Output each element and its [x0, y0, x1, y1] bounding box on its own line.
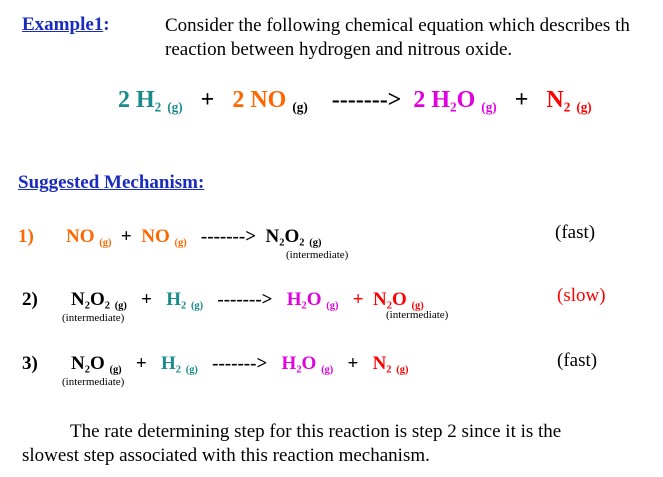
step-3-number: 3) — [22, 353, 38, 374]
reaction-arrow: -------> — [331, 87, 402, 113]
product-n2: $N_2$ $_{(g)}$ — [546, 87, 592, 115]
species-h2o: $H_2O$ $_{(g)}$ — [286, 289, 339, 312]
intro-line-2: reaction between hydrogen and nitrous oxide. — [165, 39, 513, 60]
conclusion-line-2: slowest step associated with this reaction mechanism. — [22, 445, 430, 466]
species-h2o: $H_2O$ $_{(g)}$ — [281, 353, 334, 376]
intro-paragraph — [165, 14, 663, 62]
intermediate-label: (intermediate) — [386, 309, 449, 321]
intermediate-label: (intermediate) — [286, 249, 349, 261]
intermediate-label: (intermediate) — [62, 312, 125, 324]
species-n2: $N_2$ $_{(g)}$ — [372, 353, 409, 376]
species-no: NO $_{(g)}$ — [141, 226, 187, 249]
plus-sign: + — [514, 87, 529, 113]
step-2-speed: (slow) — [557, 285, 606, 306]
plus-sign: + — [200, 87, 215, 113]
overall-equation — [118, 87, 592, 116]
species-no: NO $_{(g)}$ — [66, 226, 112, 249]
conclusion-paragraph — [22, 420, 561, 468]
intermediate-label: (intermediate) — [62, 376, 125, 388]
step-3-equation: $N_2O$ $_{(g)}$ + $H_2$ $_{(g)}$ -------> $H_2O$ $_{(g)}$ + $N_2$ $_{(g)}$ — [71, 353, 409, 376]
mechanism-heading: Suggested Mechanism: — [18, 172, 205, 193]
step-1-number: 1) — [18, 226, 34, 247]
step-2-number: 2) — [22, 289, 38, 310]
step-1-equation: NO $_{(g)}$ + NO $_{(g)}$ -------> $N_2O_2$ $_{(g)}$ — [66, 226, 322, 249]
species-h2: $H_2$ $_{(g)}$ — [166, 289, 204, 312]
step-3-speed: (fast) — [557, 350, 598, 371]
species-n2o2: $N_2O_2$ $_{(g)}$ — [71, 289, 127, 312]
product-h2o: 2 $H_2O$ $_{(g)}$ — [413, 87, 497, 115]
step-2-equation: $N_2O_2$ $_{(g)}$ + $H_2$ $_{(g)}$ -------> $H_2O$ $_{(g)}$ + $N_2O$ $_{(g)}$ — [71, 289, 424, 312]
conclusion-line-1: The rate determining step for this reaction is step 2 since it is the — [70, 421, 562, 442]
reactant-no: 2 NO $_{(g)}$ — [232, 87, 308, 115]
intro-line-1: Consider the following chemical equation which describes th — [165, 15, 630, 36]
step-1-speed: (fast) — [555, 222, 596, 243]
reactant-h2: 2 $H_2$ $_{(g)}$ — [118, 87, 183, 115]
species-h2: $H_2$ $_{(g)}$ — [160, 353, 198, 376]
example-title: Example1: — [22, 14, 110, 35]
species-n2o: $N_2O$ $_{(g)}$ — [373, 289, 424, 312]
species-n2o2: $N_2O_2$ $_{(g)}$ — [265, 226, 322, 249]
species-n2o: $N_2O$ $_{(g)}$ — [71, 353, 122, 376]
